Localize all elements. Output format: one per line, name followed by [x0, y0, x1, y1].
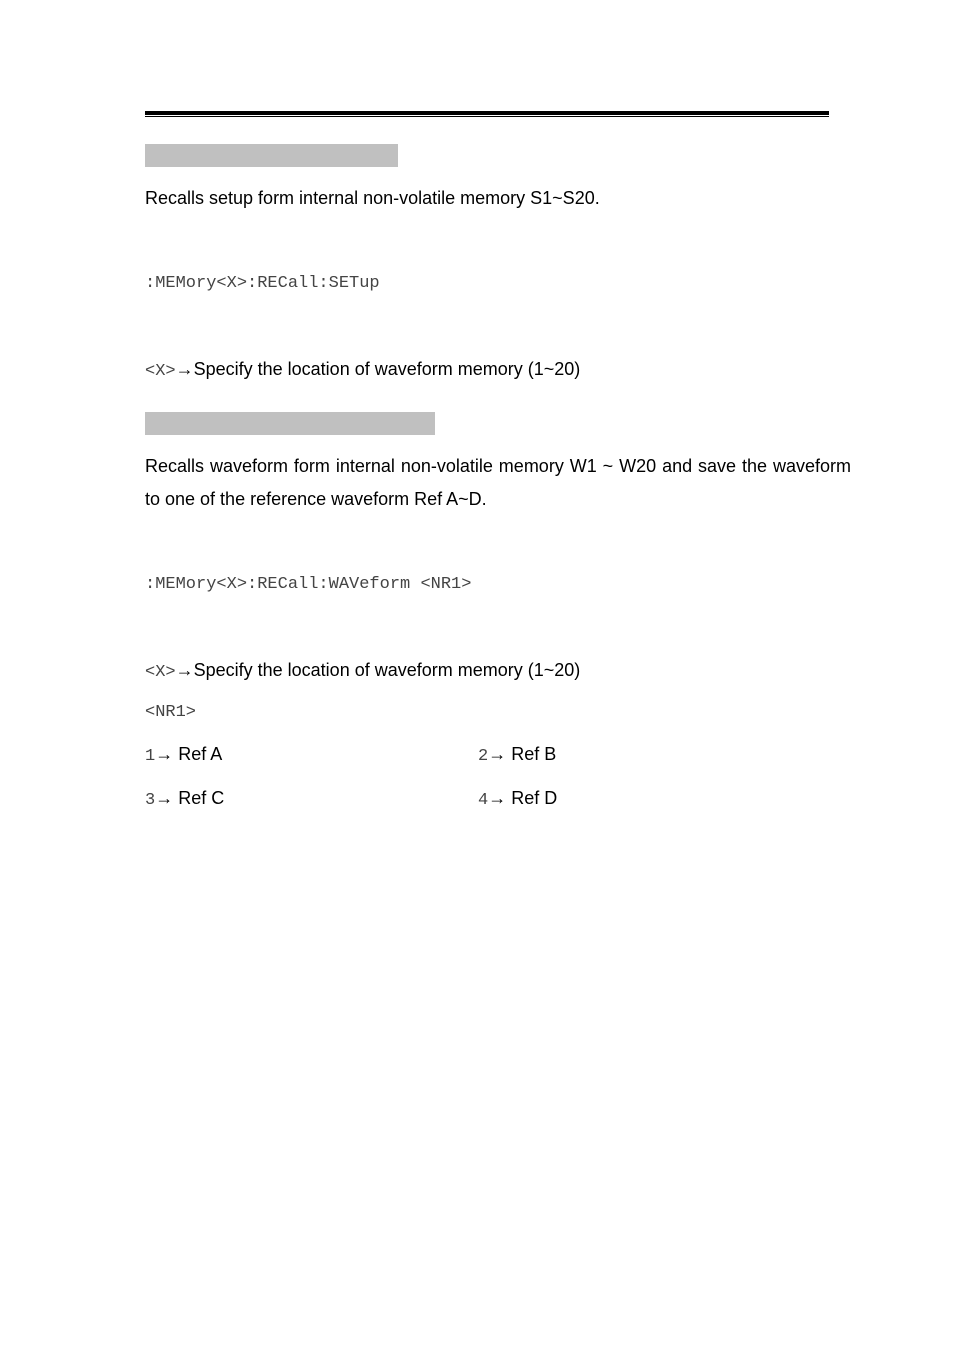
option-code: 1: [145, 747, 156, 766]
header-rule: [145, 111, 829, 115]
option-label: → Ref B: [488, 744, 557, 764]
section1-heading-bar: [145, 144, 398, 167]
section2-syntax: :MEMory<X>:RECall:WAVeform <NR1>: [145, 575, 472, 594]
section2-param-x: [145, 654, 580, 689]
header-rule-thin: [145, 116, 829, 117]
option-ref-c: [145, 782, 224, 817]
param-x-text: →Specify the location of waveform memory (1~20): [175, 660, 581, 680]
option-label: → Ref A: [155, 744, 223, 764]
option-code: 3: [145, 791, 156, 810]
option-code: 2: [478, 747, 489, 766]
section2-description: Recalls waveform form internal non-volatile memory W1 ~ W20 and save the waveform to one of the reference waveform Ref A~D.: [145, 456, 851, 509]
param-x-code: <X>: [145, 663, 176, 682]
option-ref-d: [478, 782, 557, 817]
section2-param-nr1: <NR1>: [145, 703, 197, 722]
option-ref-a: [145, 738, 222, 773]
option-code: 4: [478, 791, 489, 810]
param-x-code: <X>: [145, 362, 176, 381]
section1-param-x: [145, 353, 580, 388]
section1-description: Recalls setup form internal non-volatile memory S1~S20.: [145, 188, 600, 208]
section1-syntax: :MEMory<X>:RECall:SETup: [145, 274, 380, 293]
param-x-text: →Specify the location of waveform memory (1~20): [175, 359, 581, 379]
option-label: → Ref D: [488, 788, 558, 808]
section2-heading-bar: [145, 412, 435, 435]
option-ref-b: [478, 738, 556, 773]
option-label: → Ref C: [155, 788, 225, 808]
